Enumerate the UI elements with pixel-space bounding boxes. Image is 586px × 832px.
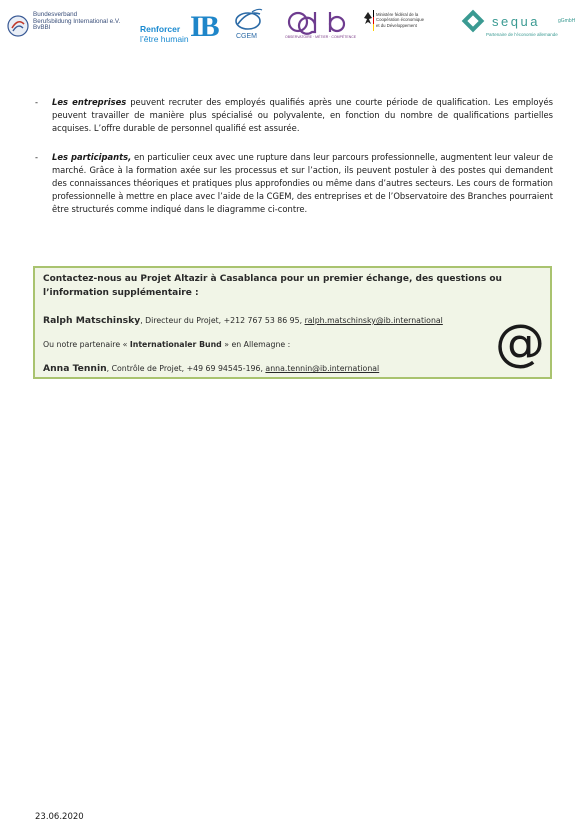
bmz-logo-text: Ministère fédéral de la Coopération économique et du Développement — [376, 12, 425, 28]
partner-line — [43, 340, 290, 349]
contact-role: , Directeur du Projet, +212 767 53 86 95, — [140, 316, 305, 325]
bullet-text: peuvent recruter des employés qualifiés après une courte période de qualification. Les employés peuvent travailler de manière plus spécialisé ou polyvalente, en fonction du nombre de qualifications partielles acquises. L’offre durable de personnel qualifié est assurée. — [52, 97, 553, 134]
email-link[interactable]: anna.tennin@ib.international — [265, 364, 380, 373]
contact-heading: Contactez-nous au Projet Altazir à Casablanca pour un premier échange, des questions ou l’information supplémentaire : — [43, 274, 502, 298]
ib-logo — [140, 8, 220, 42]
bvbbi-mark-icon — [6, 14, 30, 38]
bvbbi-logo — [6, 10, 136, 40]
sequa-tagline: Partenaire de l’économie allemande — [486, 32, 558, 37]
ib-mark: IB — [190, 10, 218, 43]
bullet-entreprises — [35, 96, 553, 136]
bullet-dash: - — [35, 97, 39, 107]
contact-person-1 — [43, 315, 443, 326]
cgem-logo-text: CGEM — [236, 33, 257, 40]
odb-tagline: OBSERVATOIRE · MÉTIER · COMPÉTENCE — [285, 35, 357, 39]
sequa-gmbh: gGmbH — [558, 18, 576, 24]
bullet-text: en particulier ceux avec une rupture dans leur parcours professionnelle, augmentent leur valeur de marché. Grâce à la formation axée sur les processus et sur l’action, ils peuvent postuler à des postes qui demandent des connaissances théoriques et pratiques plus approfondies ou même dans d’autres secteurs. Les cours de formation professionnelle à mettre en place avec l’aide de la CGEM, des entreprises et de l’Observatoire des Branches pourraient être structurés comme indiqué dans le diagramme ci-contre. — [52, 151, 553, 215]
partner-pre: Ou notre partenaire « — [43, 340, 130, 349]
logo-bar — [0, 0, 586, 50]
bullet-participants — [35, 151, 553, 217]
bullet-list — [35, 96, 553, 232]
bullet-lead: Les participants, — [52, 151, 132, 162]
contact-name: Anna Tennin — [43, 363, 107, 374]
sequa-diamond-icon — [458, 8, 488, 38]
bmz-logo — [362, 10, 440, 42]
eagle-flag-icon — [362, 10, 374, 38]
partner-name: Internationaler Bund — [129, 340, 222, 349]
cgem-logo — [230, 8, 270, 44]
sequa-name: sequa — [492, 14, 540, 29]
footer-date: 23.06.2020 — [35, 812, 84, 822]
bullet-dash: - — [35, 151, 39, 162]
contact-box — [33, 266, 552, 379]
bvbbi-logo-text: Bundesverband Berufsbildung International e.V. BvBBI — [33, 11, 121, 32]
contact-role: , Contrôle de Projet, +49 69 94545-196, — [106, 364, 266, 373]
contact-name: Ralph Matschinsky — [43, 315, 141, 326]
contact-person-2 — [43, 363, 379, 374]
at-sign-icon: @ — [495, 314, 545, 372]
email-link[interactable]: ralph.matschinsky@ib.international — [304, 316, 443, 325]
cgem-swirl-icon — [230, 8, 266, 34]
ib-logo-text-1: Renforcer — [140, 24, 181, 34]
bullet-lead: Les entreprises — [52, 97, 127, 107]
partner-post: » en Allemagne : — [221, 340, 291, 349]
odb-mark-icon — [282, 8, 352, 36]
sequa-logo — [458, 8, 582, 44]
odb-logo — [282, 8, 357, 44]
ib-logo-text-2: l’être humain — [140, 34, 189, 44]
